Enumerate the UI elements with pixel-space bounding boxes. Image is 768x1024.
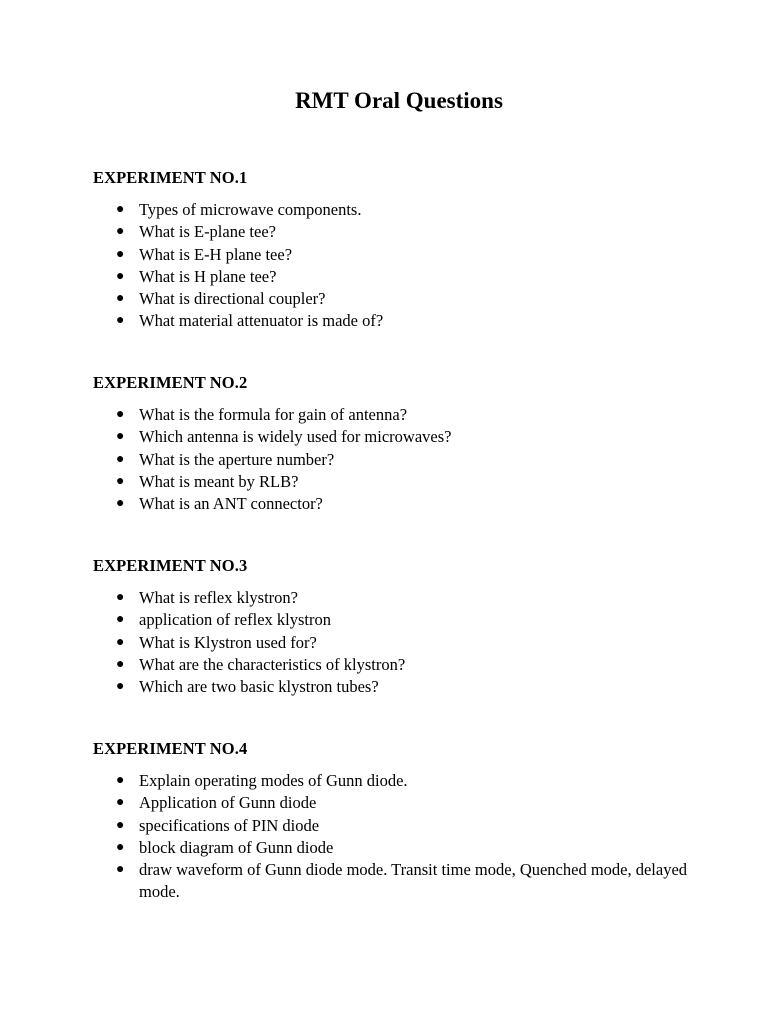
list-item (93, 199, 713, 221)
list-item (93, 426, 713, 448)
question-text: What is H plane tee? (139, 266, 277, 286)
question-text: application of reflex klystron (139, 610, 331, 630)
list-item (93, 676, 713, 698)
list-item (93, 837, 713, 859)
question-text: What are the characteristics of klystron? (139, 654, 406, 674)
question-text: What is the formula for gain of antenna? (139, 405, 408, 424)
list-item (93, 266, 713, 288)
bullet-icon: ● (116, 202, 125, 217)
list-item (93, 493, 713, 515)
question-text: What is E-H plane tee? (139, 244, 293, 264)
experiment-section-2 (93, 373, 713, 515)
question-text: What is an ANT connector? (139, 494, 323, 514)
bullet-icon: ● (116, 590, 125, 605)
bullet-icon: ● (116, 246, 125, 262)
list-item (93, 221, 713, 243)
question-text: block diagram of Gunn diode (139, 837, 334, 857)
bullet-icon: ● (116, 496, 125, 512)
question-text: What is E-plane tee? (139, 222, 276, 242)
bullet-icon: ● (116, 224, 125, 240)
question-list (93, 770, 713, 904)
list-item (93, 449, 713, 471)
bullet-icon: ● (116, 407, 125, 422)
question-text: Which are two basic klystron tubes? (139, 677, 379, 697)
list-item (93, 587, 713, 609)
section-heading: EXPERIMENT NO.3 (93, 556, 248, 575)
bullet-icon: ● (116, 839, 125, 855)
bullet-icon: ● (116, 634, 125, 650)
experiment-section-1 (93, 168, 713, 333)
list-item (93, 632, 713, 654)
list-item (93, 404, 713, 426)
list-item (93, 471, 713, 493)
list-item (93, 859, 713, 904)
question-text: draw waveform of Gunn diode mode. Transit time mode, Quenched mode, delayed mode. (139, 860, 688, 902)
bullet-icon: ● (116, 862, 125, 878)
bullet-icon: ● (116, 612, 125, 628)
question-text: Types of microwave components. (139, 200, 362, 219)
bullet-icon: ● (116, 773, 125, 788)
question-list (93, 587, 713, 698)
question-text: What is meant by RLB? (139, 471, 299, 491)
question-text: What is reflex klystron? (139, 588, 298, 607)
question-text: Application of Gunn diode (139, 793, 317, 813)
bullet-icon: ● (116, 679, 125, 695)
page-title: RMT Oral Questions (295, 88, 503, 113)
bullet-icon: ● (116, 291, 125, 307)
list-item (93, 288, 713, 310)
experiment-section-4 (93, 739, 713, 904)
bullet-icon: ● (116, 473, 125, 489)
section-heading: EXPERIMENT NO.1 (93, 168, 248, 187)
question-list (93, 199, 713, 333)
bullet-icon: ● (116, 817, 125, 833)
list-item (93, 815, 713, 837)
list-item (93, 792, 713, 814)
question-text: Explain operating modes of Gunn diode. (139, 771, 408, 790)
bullet-icon: ● (116, 429, 125, 445)
question-text: What material attenuator is made of? (139, 311, 384, 331)
section-heading: EXPERIMENT NO.4 (93, 739, 248, 758)
question-text: Which antenna is widely used for microwaves? (139, 427, 452, 447)
bullet-icon: ● (116, 795, 125, 811)
bullet-icon: ● (116, 656, 125, 672)
experiment-section-3 (93, 556, 713, 698)
list-item (93, 609, 713, 631)
question-text: What is directional coupler? (139, 289, 326, 309)
question-list (93, 404, 713, 515)
section-heading: EXPERIMENT NO.2 (93, 373, 248, 392)
list-item (93, 654, 713, 676)
list-item (93, 770, 713, 792)
bullet-icon: ● (116, 451, 125, 467)
bullet-icon: ● (116, 268, 125, 284)
bullet-icon: ● (116, 313, 125, 329)
question-text: What is Klystron used for? (139, 632, 317, 652)
question-text: What is the aperture number? (139, 449, 335, 469)
question-text: specifications of PIN diode (139, 815, 320, 835)
list-item (93, 244, 713, 266)
list-item (93, 310, 713, 332)
